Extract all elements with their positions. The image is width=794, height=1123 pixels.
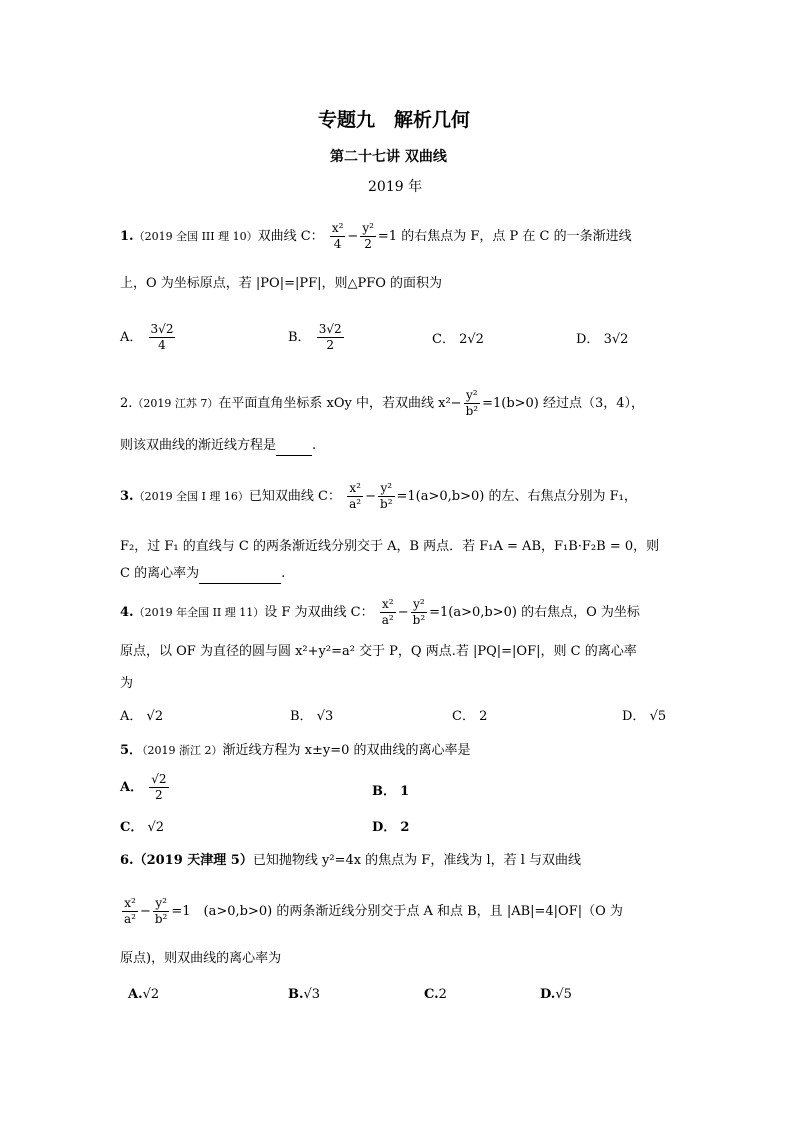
question-2-line-1: 2.（2019 江苏 7）在平面直角坐标系 xOy 中，若双曲线 x²− $\frac{\text{y²}}{\text{b²}}$ =1(b>0) 经过点（3，4）， [120,388,645,418]
q6-option-c: C.2 [424,987,447,1002]
q4-option-a: A． √2 [120,709,164,724]
q6-option-d: D.√5 [540,987,572,1002]
q5-option-d: D． 2 [372,820,410,835]
answer-blank [276,455,312,456]
fraction: $\frac{\text{y²}}{2}$ [362,221,374,251]
question-3-line-1: 3.（2019 全国 I 理 16）已知双曲线 C： $\frac{\text{x²}}{\text{a²}}$ − $\frac{\text{y²}}{\text{b²}}$ =1(a>0,b>0) 的左、右焦点分别为 F₁， [120,481,637,511]
question-6-line-1: 6.（2019 天津理 5）已知抛物线 y²=4x 的焦点为 F，准线为 l，若 l 与双曲线 [120,853,582,868]
fraction: $\frac{\text{x²}}{\text{a²}}$ [349,481,362,511]
question-4-line-2: 原点，以 OF 为直径的圆与圆 x²+y²=a² 交于 P，Q 两点.若 |PQ|=|OF|，则 C 的离心率 [120,644,637,659]
page-title: 专题九 解析几何 [318,109,471,131]
fraction: $\frac{\text{y²}}{\text{b²}}$ [412,597,426,627]
question-5-line-1: 5．（2019 浙江 2）渐近线方程为 x±y=0 的双曲线的离心率是 [120,743,471,758]
q6-option-b: B.√3 [288,987,321,1002]
question-6-line-3: 原点)，则双曲线的离心率为 [120,951,282,966]
question-3-line-3: C 的离心率为 . [120,564,285,584]
fraction: $\frac{\text{y²}}{\text{b²}}$ [380,481,393,511]
lecture-title: 第二十七讲 双曲线 [330,149,447,165]
question-6-line-2: $\frac{\text{x²}}{\text{a²}}$ − $\frac{\text{y²}}{\text{b²}}$ =1 (a>0,b>0) 的两条渐近线分别交于点 A 和点 B，且 |AB|=4|OF|（O 为 [124,896,623,926]
q1-option-a: A． $\frac{3√2}{4}$ [120,322,174,352]
answer-blank [199,583,281,584]
q6-option-a: A.√2 [128,987,160,1002]
fraction: $\frac{\text{y²}}{\text{b²}}$ [154,896,168,926]
q5-option-b: B． 1 [372,784,410,799]
question-1-line-1: 1.（2019 全国 III 理 10）双曲线 C： $\frac{\text{x²}}{4}$ − $\frac{\text{y²}}{2}$ =1 的右焦点为 F，点 P 在 C 的一条渐进线 [120,221,632,251]
q4-option-b: B． √3 [290,709,334,724]
fraction: $\frac{\text{x²}}{\text{a²}}$ [381,597,394,627]
question-4-line-3: 为 [120,676,134,691]
year-heading: 2019 年 [368,179,423,195]
q1-option-c: C． 2√2 [432,332,484,347]
fraction: $\frac{\text{x²}}{\text{a²}}$ [124,896,136,926]
fraction: $\frac{3√2}{2}$ [318,322,342,352]
question-1-line-2: 上，O 为坐标原点，若 |PO|=|PF|，则△PFO 的面积为 [120,276,443,291]
question-4-line-1: 4.（2019 年全国 II 理 11）设 F 为双曲线 C： $\frac{\text{x²}}{\text{a²}}$ − $\frac{\text{y²}}{\text{b²}}$ =1(a>0,b>0) 的右焦点，O 为坐标 [120,597,640,627]
fraction: $\frac{\text{y²}}{\text{b²}}$ [465,388,479,418]
fraction: $\frac{√2}{2}$ [151,772,167,802]
fraction: $\frac{\text{x²}}{4}$ [331,221,344,251]
q5-option-c: C． √2 [120,820,165,835]
q5-option-a: A． $\frac{√2}{2}$ [120,772,167,802]
q4-option-c: C． 2 [452,709,488,724]
q1-option-d: D． 3√2 [576,332,629,347]
question-2-line-2: 则该双曲线的渐近线方程是 . [120,436,316,456]
q1-option-b: B． $\frac{3√2}{2}$ [288,322,342,352]
question-3-line-2: F₂，过 F₁ 的直线与 C 的两条渐近线分别交于 A，B 两点．若 F₁A = AB，F₁B·F₂B = 0，则 [120,539,660,554]
fraction: $\frac{3√2}{4}$ [150,322,174,352]
q4-option-d: D． √5 [622,709,667,724]
